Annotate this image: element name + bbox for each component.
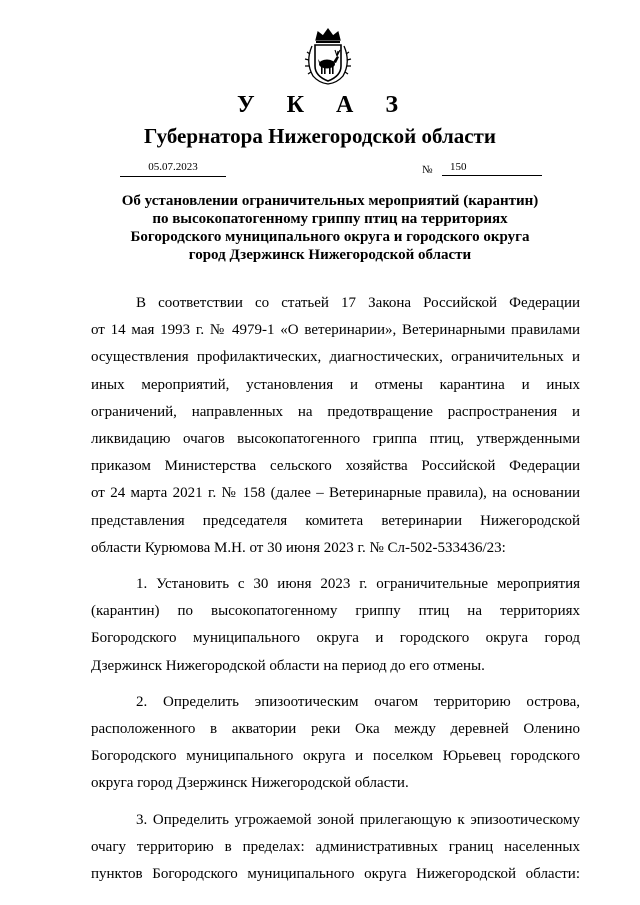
text-line: пунктов Богородского муниципального округа Нижегородской области:	[91, 866, 580, 883]
text-line: В соответствии со статьей 17 Закона Российской Федерации	[136, 295, 580, 311]
text-line: округа город Дзержинск Нижегородской области.	[91, 775, 409, 792]
text-line: ограничений, направленных на предотвращение распространения и	[91, 403, 580, 420]
decree-title: У К А З	[236, 92, 411, 118]
number-sign: №	[422, 164, 433, 176]
paragraph-item-1	[91, 571, 580, 680]
text-line: представления председателя комитета ветеринарии Нижегородской	[91, 512, 580, 529]
text-line: осуществления профилактических, диагностических, ограничительных и	[91, 349, 580, 366]
text-line: Богородского муниципального округа и поселком Юрьевец городского	[91, 748, 580, 765]
heading-line: Богородского муниципального округа и городского округа	[130, 229, 530, 245]
heading-line: город Дзержинск Нижегородской области	[188, 247, 472, 263]
paragraph-item-2	[91, 689, 580, 798]
text-line: приказом Министерства сельского хозяйства Российской Федерации	[91, 458, 580, 475]
text-line: иных мероприятий, установления и отмены карантина и иных	[91, 376, 580, 393]
coat-of-arms-icon	[299, 26, 357, 86]
decree-issuer: Губернатора Нижегородской области	[144, 124, 496, 148]
paragraph-item-3	[91, 807, 580, 889]
text-line: от 14 мая 1993 г. № 4979-1 «О ветеринарии», Ветеринарными правилами	[91, 322, 580, 339]
text-line: 3. Определить угрожаемой зоной прилегающую к эпизоотическому	[136, 811, 580, 828]
decree-date: 05.07.2023	[120, 160, 226, 177]
text-line: Дзержинск Нижегородской области на период до его отмены.	[91, 657, 485, 674]
decree-heading	[90, 192, 570, 264]
decree-number: 150	[442, 160, 542, 176]
paragraph-preamble	[91, 290, 580, 562]
heading-line: Об установлении ограничительных мероприятий (карантин)	[121, 193, 539, 209]
decree-body	[91, 290, 580, 888]
text-line: (карантин) по высокопатогенному гриппу птиц на территориях	[91, 603, 580, 620]
text-line: ликвидацию очагов высокопатогенного гриппа птиц, утвержденными	[91, 431, 580, 448]
text-line: 1. Установить с 30 июня 2023 г. ограничительные мероприятия	[136, 576, 580, 593]
text-line: Богородского муниципального округа и городского округа город	[91, 630, 580, 647]
text-line: области Курюмова М.Н. от 30 июня 2023 г. № Сл-502-533436/23:	[91, 539, 506, 556]
text-line: расположенного в акватории реки Ока между деревней Оленино	[91, 721, 580, 738]
text-line: очагу территорию в пределах: административных границ населенных	[91, 838, 580, 855]
text-line: от 24 марта 2021 г. № 158 (далее – Ветеринарные правила), на основании	[91, 485, 580, 502]
heading-line: по высокопатогенному гриппу птиц на территориях	[152, 211, 508, 227]
text-line: 2. Определить эпизоотическим очагом территорию острова,	[136, 693, 580, 710]
